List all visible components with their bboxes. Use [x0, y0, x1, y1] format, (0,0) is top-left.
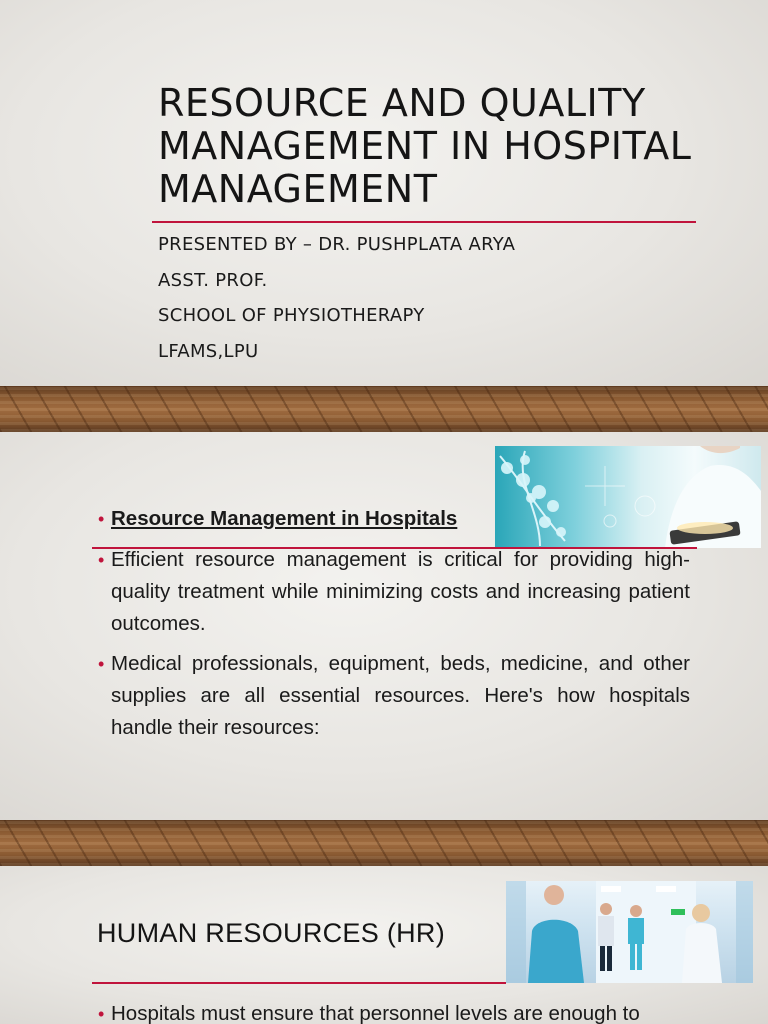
bullet-dot: • — [98, 509, 105, 529]
hospital-staff-corridor-photo — [506, 881, 753, 983]
bullet-item — [98, 544, 690, 640]
bullet-text: Medical professionals, equipment, beds, medicine, and other supplies are all essential resources. Here's how hospitals handle their resources: — [111, 652, 690, 739]
slide-title: RESOURCE AND QUALITY MANAGEMENT IN HOSPITAL MANAGEMENT — [158, 81, 692, 211]
title-divider — [152, 221, 696, 223]
human-resources-slide — [0, 866, 768, 1024]
bullet-text: Efficient resource management is critical for providing high-quality treatment while minimizing costs and increasing patient outcomes. — [111, 548, 690, 635]
bullet-heading — [98, 503, 690, 535]
resource-management-slide — [0, 432, 768, 820]
bullet-item — [98, 998, 690, 1024]
title-slide — [0, 0, 768, 386]
bullet-item — [98, 648, 690, 744]
bullet-dot: • — [98, 654, 105, 674]
slide-title: HUMAN RESOURCES (HR) — [97, 918, 446, 948]
wood-floor-separator — [0, 820, 768, 866]
bullet-dot: • — [98, 1004, 105, 1024]
presenter-school: SCHOOL OF PHYSIOTHERAPY — [158, 305, 425, 326]
wood-floor-separator — [0, 386, 768, 432]
title-divider — [92, 982, 506, 984]
bullet-text: Hospitals must ensure that personnel levels are enough to — [111, 1002, 640, 1024]
section-heading: Resource Management in Hospitals — [111, 507, 458, 530]
presenter-institution: LFAMS,LPU — [158, 341, 259, 362]
presenter-designation: ASST. PROF. — [158, 270, 268, 291]
bullet-dot: • — [98, 550, 105, 570]
presenter-name: PRESENTED BY – DR. PUSHPLATA ARYA — [158, 234, 516, 255]
